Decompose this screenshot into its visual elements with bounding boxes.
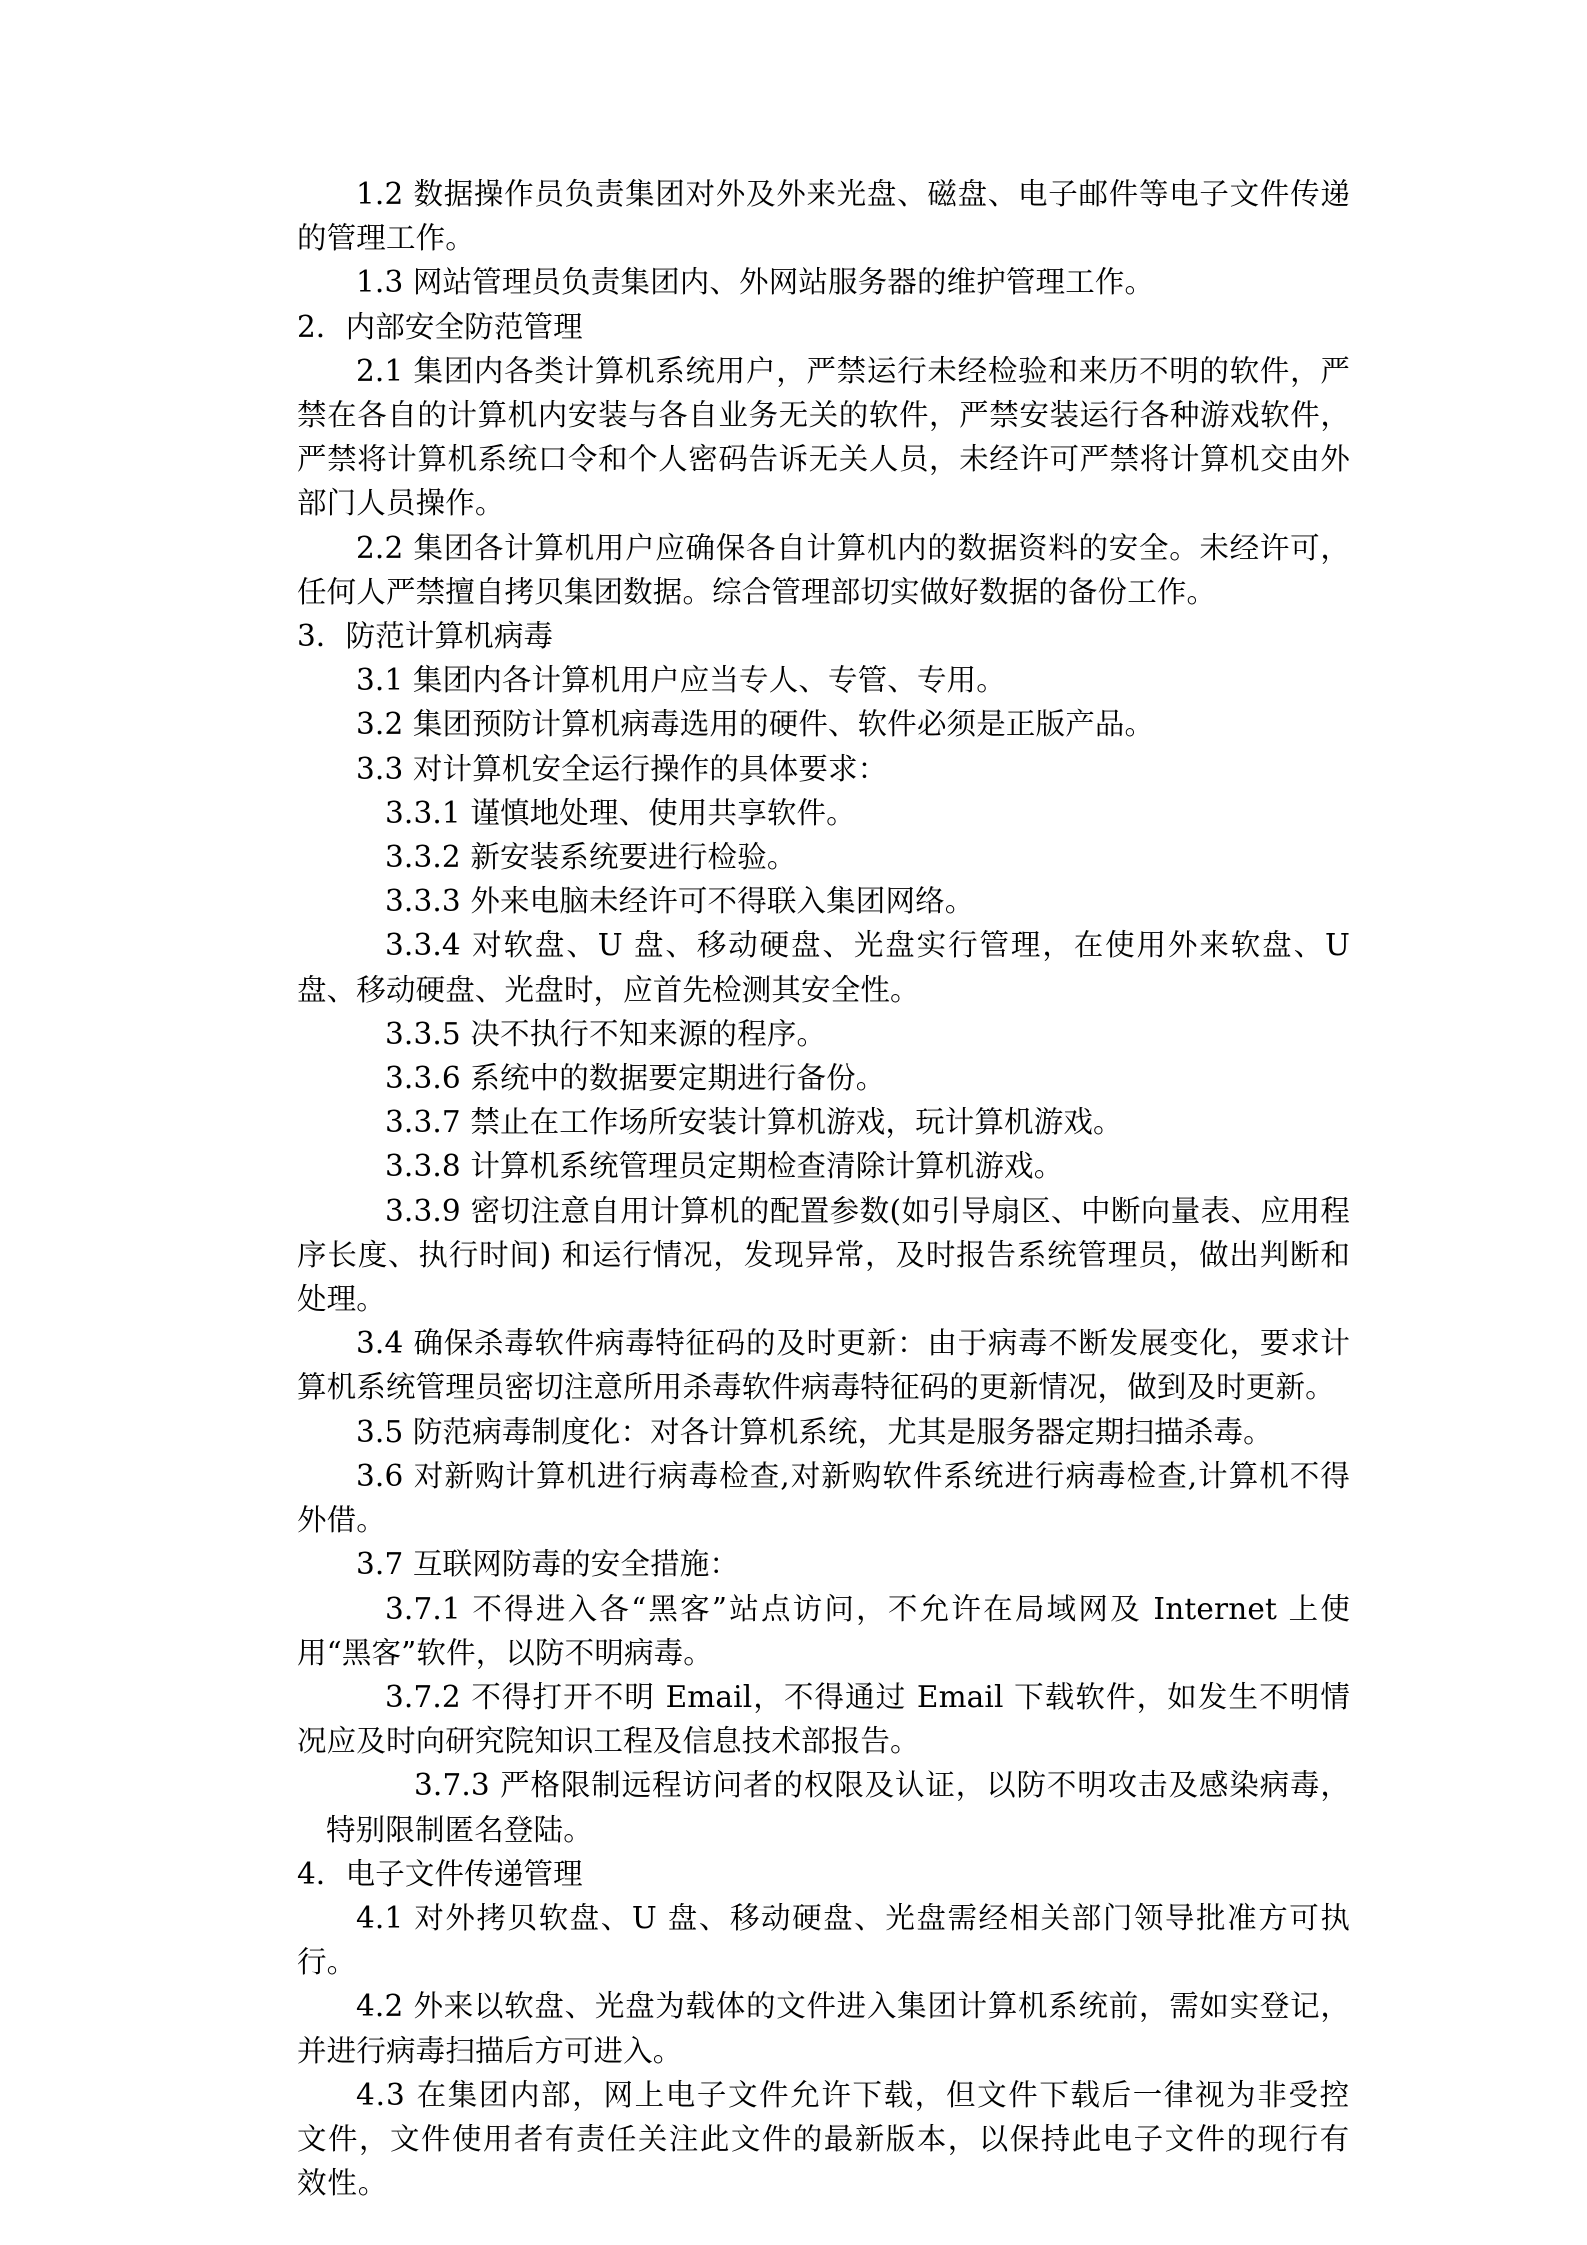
paragraph-3-3: 3.3 对计算机安全运行操作的具体要求： [356,751,888,786]
paragraph-3-7-3: 3.7.3 严格限制远程访问者的权限及认证，以防不明攻击及感染病毒，特别限制匿名登陆。 [326,1768,1350,1847]
paragraph-3-3-8: 3.3.8 计算机系统管理员定期检查清除计算机游戏。 [385,1149,1064,1184]
paragraph-3-3-7: 3.3.7 禁止在工作场所安装计算机游戏，玩计算机游戏。 [385,1105,1123,1140]
heading-4: 4．电子文件传递管理 [297,1856,583,1891]
paragraph-2-2: 2.2 集团各计算机用户应确保各自计算机内的数据资料的安全。未经许可，任何人严禁擅自拷贝集团数据。综合管理部切实做好数据的备份工作。 [297,530,1350,609]
heading-2: 2．内部安全防范管理 [297,309,583,344]
paragraph-1-3: 1.3 网站管理员负责集团内、外网站服务器的维护管理工作。 [356,265,1155,300]
paragraph-3-3-5: 3.3.5 决不执行不知来源的程序。 [385,1016,827,1051]
paragraph-2-1: 2.1 集团内各类计算机系统用户，严禁运行未经检验和来历不明的软件，严禁在各自的计算机内安装与各自业务无关的软件，严禁安装运行各种游戏软件，严禁将计算机系统口令和个人密码告诉无关人员，未经许可严禁将计算机交由外部门人员操作。 [297,353,1350,521]
paragraph-3-5: 3.5 防范病毒制度化：对各计算机系统，尤其是服务器定期扫描杀毒。 [356,1414,1273,1449]
heading-3: 3．防范计算机病毒 [297,619,554,654]
paragraph-3-3-3: 3.3.3 外来电脑未经许可不得联入集团网络。 [385,884,975,919]
paragraph-3-6: 3.6 对新购计算机进行病毒检查,对新购软件系统进行病毒检查,计算机不得外借。 [297,1458,1350,1538]
paragraph-3-3-9: 3.3.9 密切注意自用计算机的配置参数(如引导扇区、中断向量表、应用程序长度、执行时间) 和运行情况，发现异常，及时报告系统管理员，做出判断和处理。 [297,1193,1350,1317]
paragraph-3-7-2: 3.7.2 不得打开不明 Email，不得通过 Email 下载软件，如发生不明情况应及时向研究院知识工程及信息技术部报告。 [297,1679,1350,1759]
paragraph-3-7-1: 3.7.1 不得进入各“黑客”站点访问，不允许在局域网及 Internet 上使用“黑客”软件，以防不明病毒。 [297,1591,1350,1670]
paragraph-4-2: 4.2 外来以软盘、光盘为载体的文件进入集团计算机系统前，需如实登记，并进行病毒扫描后方可进入。 [297,1989,1350,2068]
paragraph-3-2: 3.2 集团预防计算机病毒选用的硬件、软件必须是正版产品。 [356,707,1155,742]
paragraph-3-3-1: 3.3.1 谨慎地处理、使用共享软件。 [385,795,856,830]
paragraph-3-7: 3.7 互联网防毒的安全措施： [356,1547,740,1582]
paragraph-4-3: 4.3 在集团内部，网上电子文件允许下载，但文件下载后一律视为非受控文件，文件使用者有责任关注此文件的最新版本，以保持此电子文件的现行有效性。 [297,2077,1350,2201]
paragraph-3-3-6: 3.3.6 系统中的数据要定期进行备份。 [385,1061,886,1096]
document-body [297,172,1350,2205]
paragraph-1-2: 1.2 数据操作员负责集团对外及外来光盘、磁盘、电子邮件等电子文件传递的管理工作。 [297,177,1350,256]
paragraph-3-1: 3.1 集团内各计算机用户应当专人、专管、专用。 [356,663,1006,698]
paragraph-3-4: 3.4 确保杀毒软件病毒特征码的及时更新：由于病毒不断发展变化，要求计算机系统管理员密切注意所用杀毒软件病毒特征码的更新情况，做到及时更新。 [297,1326,1350,1405]
paragraph-4-1: 4.1 对外拷贝软盘、U 盘、移动硬盘、光盘需经相关部门领导批准方可执行。 [297,1900,1350,1980]
paragraph-3-3-4: 3.3.4 对软盘、U 盘、移动硬盘、光盘实行管理，在使用外来软盘、U 盘、移动硬盘、光盘时，应首先检测其安全性。 [297,928,1350,1007]
paragraph-3-3-2: 3.3.2 新安装系统要进行检验。 [385,840,797,875]
